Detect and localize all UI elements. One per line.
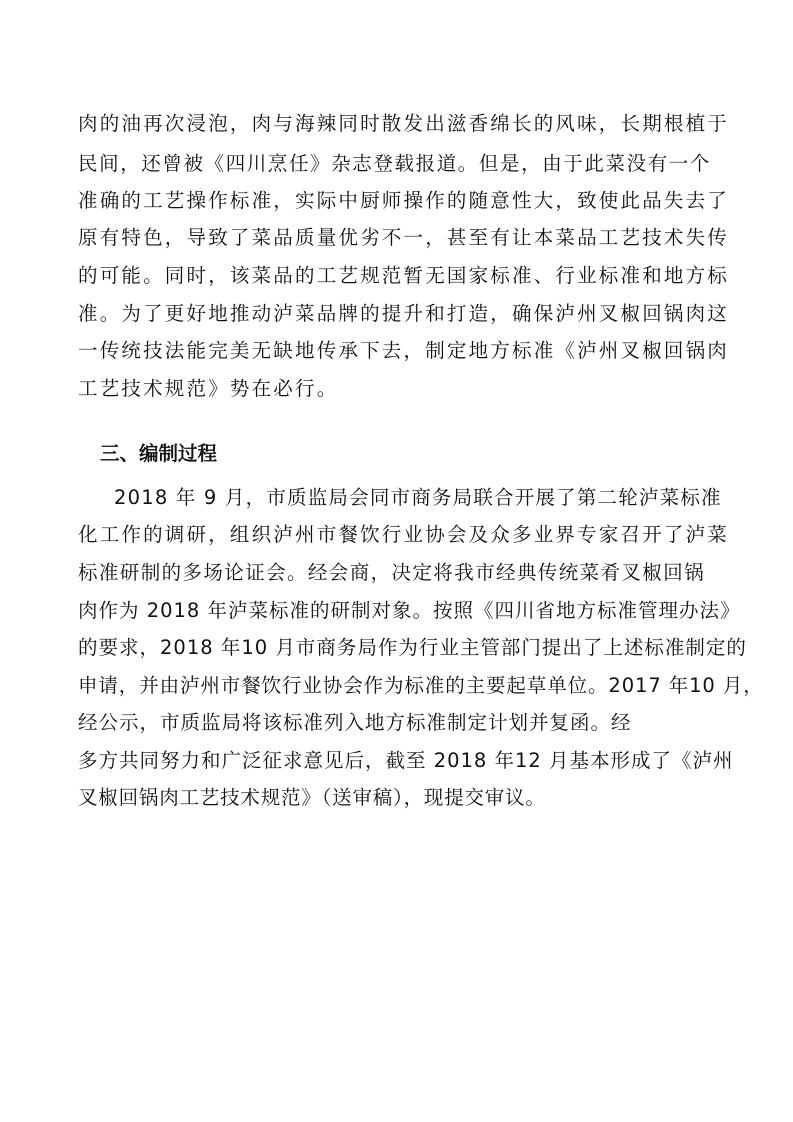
paragraph-line: 的要求，2018 年10 月市商务局作为行业主管部门提出了上述标准制定的 (78, 636, 747, 659)
paragraph-line: 原有特色，导致了菜品质量优劣不一，甚至有让本菜品工艺技术失传 (78, 226, 730, 249)
paragraph-line: 标准研制的多场论证会。经会商，决定将我市经典传统菜肴叉椒回锅 (78, 561, 706, 584)
paragraph-line: 肉的油再次浸泡，肉与海辣同时散发出滋香绵长的风味，长期根植于 (78, 112, 730, 135)
paragraph-line: 化工作的调研，组织泸州市餐饮行业协会及众多业界专家召开了泸菜 (78, 523, 730, 546)
paragraph-line: 申请，并由泸州市餐饮行业协会作为标准的主要起草单位。2017 年10 月， (78, 674, 764, 697)
paragraph-line: 肉作为 2018 年泸菜标准的研制对象。按照《四川省地方标准管理办法》 (78, 599, 741, 622)
paragraph-line: 准确的工艺操作标准，实际中厨师操作的随意性大，致使此品失去了 (78, 189, 730, 212)
paragraph-line: 工艺技术规范》势在必行。 (78, 377, 339, 400)
paragraph-line: 准。为了更好地推动泸菜品牌的提升和打造，确保泸州叉椒回锅肉这 (78, 302, 730, 325)
paragraph-line: 叉椒回锅肉工艺技术规范》（送审稿），现提交审议。 (78, 786, 546, 809)
paragraph-line: 2018 年 9 月，市质监局会同市商务局联合开展了第二轮泸菜标准 (114, 486, 722, 509)
paragraph-line: 一传统技法能完美无缺地传承下去，制定地方标准《泸州叉椒回锅肉 (78, 339, 730, 362)
paragraph-line: 经公示，市质监局将该标准列入地方标准制定计划并复函。经 (78, 711, 632, 734)
paragraph-line: 多方共同努力和广泛征求意见后，截至 2018 年12 月基本形成了《泸州 (78, 749, 734, 772)
section-heading: 三、编制过程 (100, 442, 218, 465)
paragraph-line: 民间，还曾被《四川烹任》杂志登载报道。但是，由于此菜没有一个 (78, 152, 712, 175)
paragraph-line: 的可能。同时，该菜品的工艺规范暂无国家标准、行业标准和地方标 (78, 264, 730, 287)
